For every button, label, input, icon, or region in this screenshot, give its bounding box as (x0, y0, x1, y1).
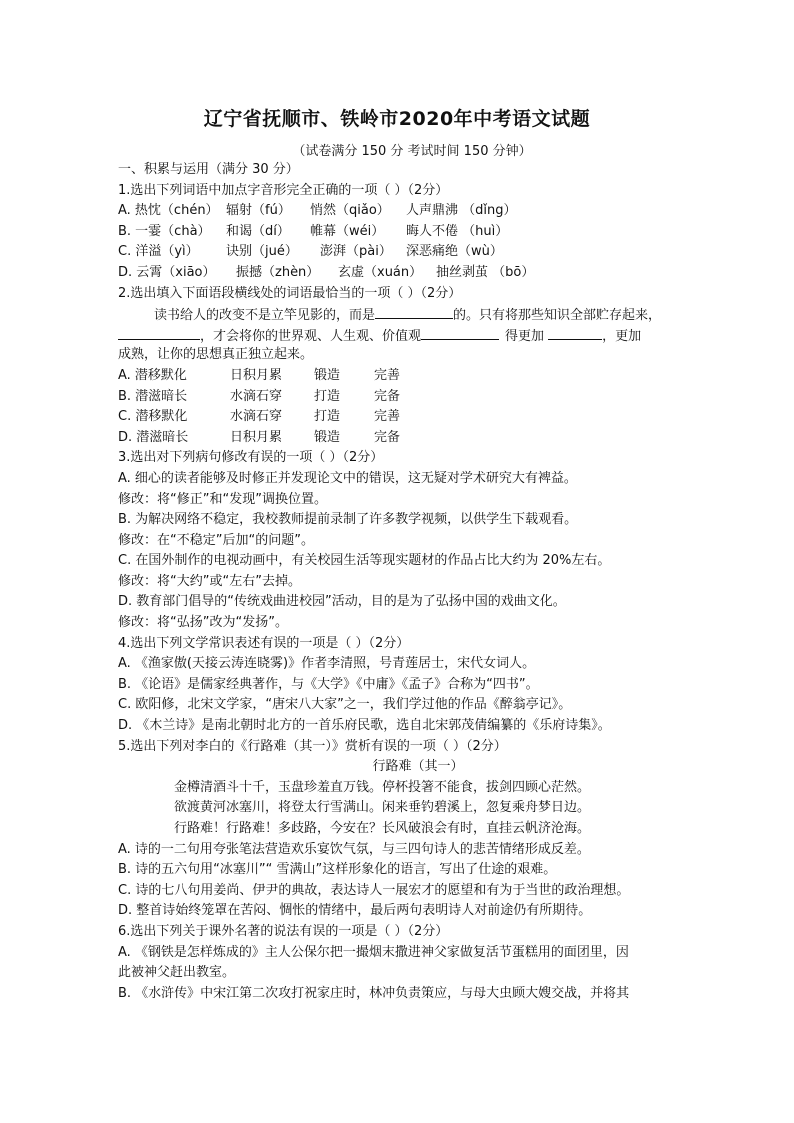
option-word: C. 洋溢（yì） (118, 244, 199, 260)
passage-text: 的。只有将那些知识全部贮存起来， (453, 308, 662, 324)
option-word: A. 热忱（chén） (118, 203, 219, 219)
question-2-stem: 2.选出填入下面语段横线处的词语最恰当的一项（ ）（2分） (118, 285, 462, 301)
page-title: 辽宁省抚顺市、铁岭市2020年中考语文试题 (203, 108, 591, 130)
question-2-option-d (118, 428, 678, 449)
question-1-option-b (118, 222, 678, 243)
option-word: B. 潜滋暗长 (118, 388, 188, 404)
exam-body (118, 160, 678, 1004)
question-1-option-d (118, 263, 678, 284)
question-4-option-b: B. 《论语》是儒家经典著作，与《大学》《中庸》《孟子》合称为“四书”。 (118, 676, 539, 692)
option-word: 打造 (314, 388, 341, 404)
question-2-option-c (118, 407, 678, 428)
passage-text: 得更加 (505, 328, 545, 344)
question-2-passage-line-2 (118, 325, 678, 346)
option-word: 深恶痛绝（wù） (406, 244, 503, 260)
question-3-option-a: A. 细心的读者能够及时修正并发现论文中的错误，这无疑对学术研究大有裨益。 (118, 470, 577, 486)
question-3-revision-d: 修改：将“弘扬”改为“发扬”。 (118, 615, 288, 631)
question-3-revision-c: 修改：将“大约”或“左右”去掉。 (118, 573, 301, 589)
question-1-option-c (118, 242, 678, 263)
exam-info: （试卷满分 150 分 考试时间 150 分钟） (292, 144, 532, 159)
question-2-passage-line-1 (118, 304, 678, 325)
option-word: 日积月累 (230, 429, 283, 445)
passage-text: ，更加 (602, 328, 642, 344)
option-word: 水滴石穿 (230, 409, 283, 425)
question-3-revision-b: 修改：在“不稳定”后加“的问题”。 (118, 532, 314, 548)
question-3-option-b: B. 为解决网络不稳定，我校教师提前录制了许多教学视频，以供学生下载观看。 (118, 512, 578, 528)
option-word: 和谒（dí） (226, 223, 290, 239)
option-word: 悄然（qiǎo） (310, 203, 390, 219)
question-6-option-a-cont: 此被神父赶出教室。 (118, 965, 236, 981)
answer-blank (118, 325, 200, 340)
question-6-stem: 6.选出下列关于课外名著的说法有误的一项是（ ）（2分） (118, 923, 449, 939)
poem-line: 金樽清酒斗十千，玉盘珍羞直万钱。停杯投箸不能食，拔剑四顾心茫然。 (174, 779, 591, 795)
option-word: 辐射（fú） (226, 203, 291, 219)
option-word: 打造 (314, 409, 341, 425)
option-word: 水滴石穿 (230, 388, 283, 404)
question-6-option-a: A. 《钢铁是怎样炼成的》主人公保尔把一撮烟末撒进神父家做复活节蛋糕用的面团里，因 (118, 944, 629, 960)
question-2-option-b (118, 387, 678, 408)
poem-line: 欲渡黄河冰塞川，将登太行雪满山。闲来垂钓碧溪上，忽复乘舟梦日边。 (174, 800, 591, 816)
option-word: C. 潜移默化 (118, 409, 188, 425)
passage-text: 读书给人的改变不是立竿见影的，而是 (154, 308, 376, 324)
question-5-option-b: B. 诗的五六句用“冰塞川”“ 雪满山”这样形象化的语言，写出了仕途的艰难。 (118, 862, 557, 878)
question-3-option-c: C. 在国外制作的电视动画中，有关校园生活等现实题材的作品占比大约为 20%左右。 (118, 553, 611, 569)
option-word: 玄虚（xuán） (338, 264, 423, 280)
option-word: 锻造 (314, 367, 341, 383)
passage-text: ，才会将你的世界观、人生观、价值观 (200, 328, 422, 344)
option-word: B. 一霎（chà） (118, 223, 211, 239)
poem-title: 行路难（其一） (372, 759, 464, 775)
question-3-option-d: D. 教育部门倡导的“传统戏曲进校园”活动，目的是为了弘扬中国的戏曲文化。 (118, 594, 566, 610)
question-2-passage-line-3: 成熟，让你的思想真正独立起来。 (118, 347, 314, 363)
option-word: D. 云霄（xiāo） (118, 264, 216, 280)
option-word: 振撼（zhèn） (236, 264, 320, 280)
section-heading: 一、积累与运用（满分 30 分） (118, 162, 299, 177)
question-6-option-b: B. 《水浒传》中宋江第二次攻打祝家庄时，林冲负责策应，与母大虫顾大嫂交战，并将其 (118, 985, 630, 1001)
option-word: 完善 (374, 367, 401, 383)
option-word: 抽丝剥茧 （bō） (436, 264, 535, 280)
option-word: 锻造 (314, 429, 341, 445)
option-word: 晦人不倦 （huì） (406, 223, 509, 239)
poem-line: 行路难！行路难！多歧路，今安在？长风破浪会有时，直挂云帆济沧海。 (174, 821, 591, 836)
option-word: 帷幕（wéi） (310, 223, 385, 239)
option-word: A. 潜移默化 (118, 367, 187, 383)
question-5-stem: 5.选出下列对李白的《行路难（其一）》赏析有误的一项（ ）（2分） (118, 738, 507, 754)
question-1-stem: 1.选出下列词语中加点字音形完全正确的一项（ ）（2分） (118, 182, 449, 198)
question-3-stem: 3.选出对下列病句修改有误的一项（ ）（2分） (118, 450, 384, 466)
question-4-option-d: D. 《木兰诗》是南北朝时北方的一首乐府民歌，选自北宋郭茂倩编纂的《乐府诗集》。 (118, 718, 611, 734)
answer-blank (548, 325, 602, 340)
option-word: 完备 (374, 429, 401, 445)
option-word: 日积月累 (230, 367, 283, 383)
option-word: 人声鼎沸 （dǐng） (406, 203, 517, 219)
question-2-option-a (118, 366, 678, 387)
option-word: 完备 (374, 388, 401, 404)
question-5-option-a: A. 诗的一二句用夸张笔法营造欢乐宴饮气氛，与三四句诗人的悲苦情绪形成反差。 (118, 841, 590, 857)
question-5-option-c: C. 诗的七八句用姜尚、伊尹的典故，表达诗人一展宏才的愿望和有为于当世的政治理想。 (118, 882, 630, 898)
option-word: D. 潜滋暗长 (118, 429, 189, 445)
question-4-option-a: A. 《渔家傲(天接云涛连晓雾)》作者李清照，号青莲居士，宋代女词人。 (118, 656, 536, 672)
option-word: 完善 (374, 409, 401, 425)
question-1-option-a (118, 201, 678, 222)
option-word: 诀别（jué） (226, 244, 298, 260)
answer-blank (375, 304, 453, 319)
option-word: 澎湃（pài） (320, 244, 392, 260)
question-3-revision-a: 修改：将“修正”和“发现”调换位置。 (118, 491, 327, 507)
question-4-option-c: C. 欧阳修，北宋文学家，“唐宋八大家”之一，我们学过他的作品《醉翁亭记》。 (118, 697, 572, 713)
answer-blank (421, 325, 499, 340)
question-4-stem: 4.选出下列文学常识表述有误的一项是（ ）（2分） (118, 635, 410, 651)
question-5-option-d: D. 整首诗始终笼罩在苦闷、惆怅的情绪中，最后两句表明诗人对前途仍有所期待。 (118, 903, 592, 919)
